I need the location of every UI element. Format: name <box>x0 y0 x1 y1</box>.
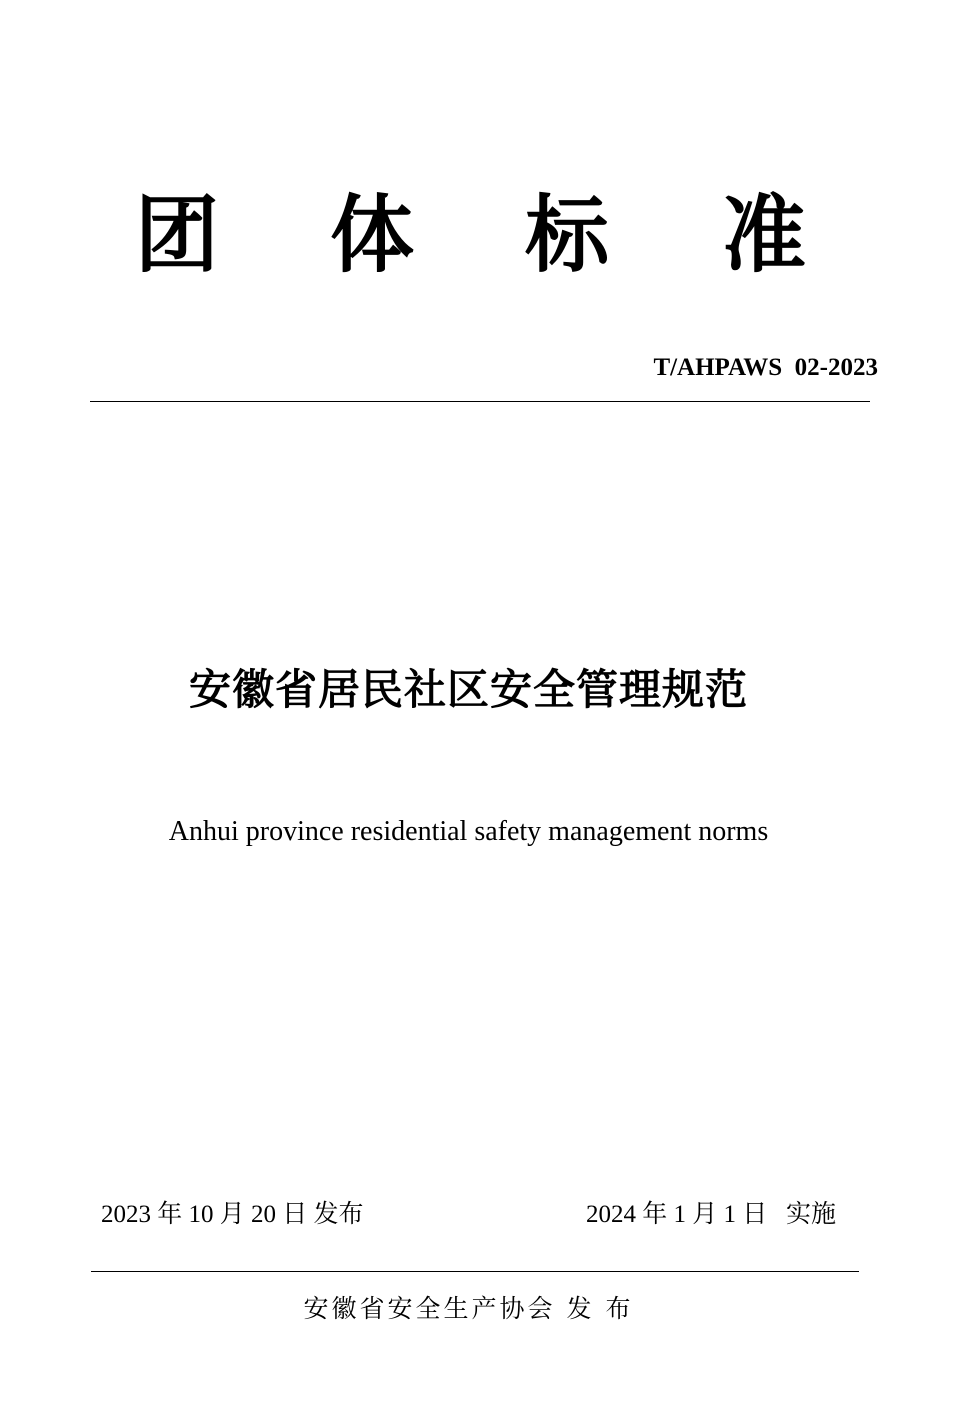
document-title-chinese: 安徽省居民社区安全管理规范 <box>188 665 748 714</box>
document-type-heading <box>0 185 955 285</box>
publisher: 安徽省安全生产协会 发 布 <box>303 1294 634 1323</box>
heading-char-1: 团 <box>135 186 220 284</box>
heading-char-2: 体 <box>330 186 415 284</box>
top-divider <box>90 401 870 402</box>
heading-char-4: 准 <box>722 186 807 284</box>
issue-date: 2023 年 10 月 20 日 发布 <box>101 1201 364 1228</box>
document-title-english: Anhui province residential safety management norms <box>168 816 769 847</box>
heading-char-3: 标 <box>525 186 610 284</box>
bottom-divider <box>91 1271 859 1272</box>
standard-number: T/AHPAWS 02-2023 <box>653 354 878 381</box>
effective-date: 2024 年 1 月 1 日 实施 <box>586 1201 837 1228</box>
